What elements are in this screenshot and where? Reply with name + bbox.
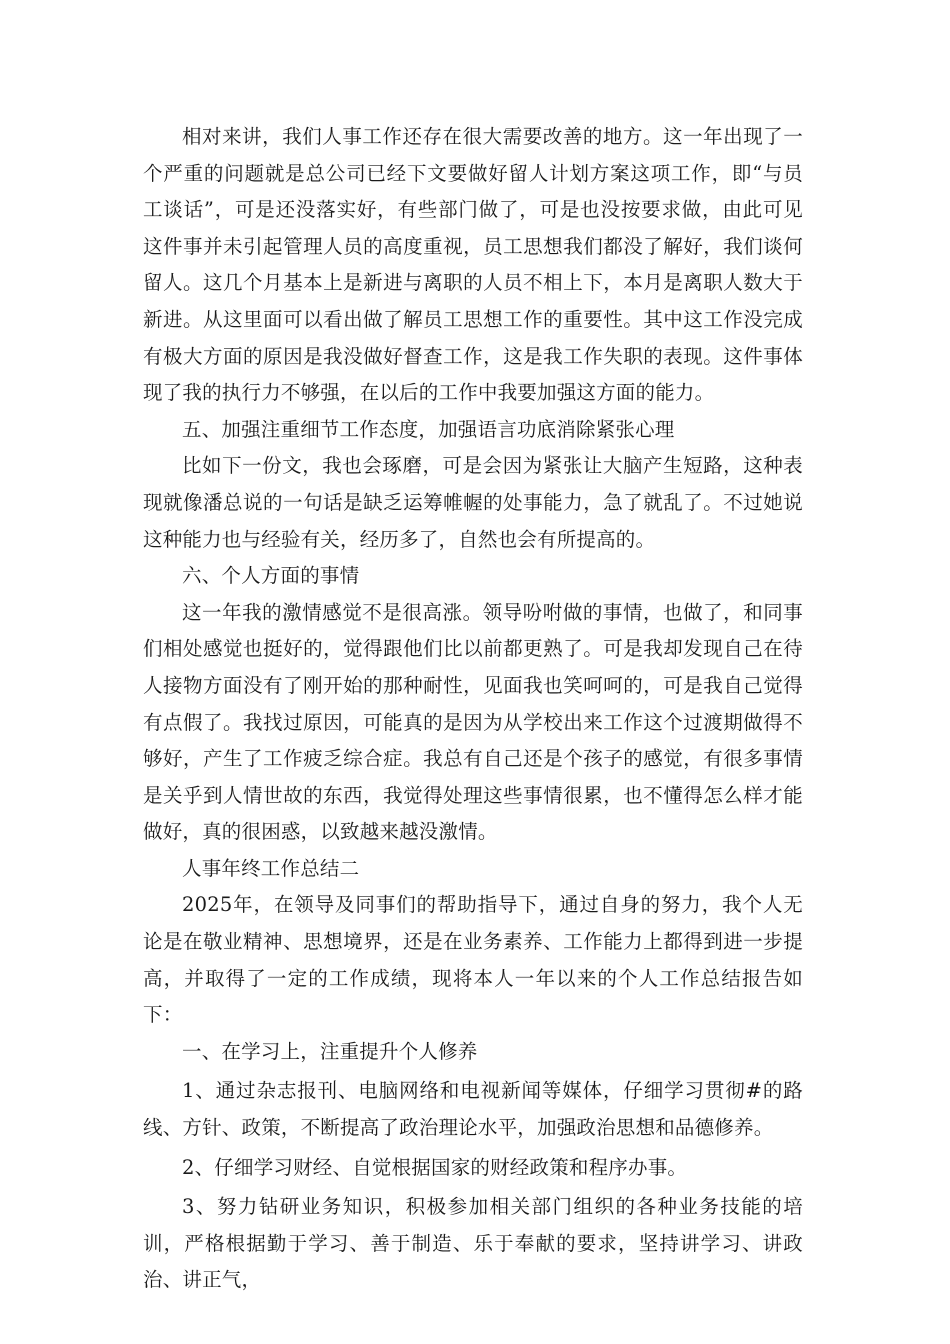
section-heading-six: 六、个人方面的事情: [182, 564, 360, 588]
paragraph-detail-attitude: 比如下一份文，我也会琢磨，可是会因为紧张让大脑产生短路，这种表现就像潘总说的一句话是缺乏运筹帷幄的处事能力，急了就乱了。不过她说这种能力也与经验有关，经历多了，自然也会有所提高的。: [143, 454, 803, 551]
document-body: [143, 119, 803, 1299]
document-subtitle: 人事年终工作总结二: [182, 856, 360, 880]
paragraph-intro-2025: 2025年，在领导及同事们的帮助指导下，通过自身的努力，我个人无论是在敬业精神、思想境界，还是在业务素养、工作能力上都得到进一步提高，并取得了一定的工作成绩，现将本人一年以来的个人工作总结报告如下：: [143, 893, 803, 1027]
section-heading-five: 五、加强注重细节工作态度，加强语言功底消除紧张心理: [182, 417, 675, 441]
list-item-1: 1、通过杂志报刊、电脑网络和电视新闻等媒体，仔细学习贯彻#的路线、方针、政策，不断提高了政治理论水平，加强政治思想和品德修养。: [143, 1079, 803, 1140]
section-heading-study: 一、在学习上，注重提升个人修养: [182, 1039, 478, 1063]
list-item-3: 3、努力钻研业务知识，积极参加相关部门组织的各种业务技能的培训，严格根据勤于学习、善于制造、乐于奉献的要求，坚持讲学习、讲政治、讲正气，: [143, 1195, 803, 1292]
paragraph-hr-improvement: 相对来讲，我们人事工作还存在很大需要改善的地方。这一年出现了一个严重的问题就是总公司已经下文要做好留人计划方案这项工作，即“与员工谈话”，可是还没落实好，有些部门做了，可是也没按要求做，由此可见这件事并未引起管理人员的高度重视，员工思想我们都没了解好，我们谈何留人。这几个月基本上是新进与离职的人员不相上下，本月是离职人数大于新进。从这里面可以看出做了解员工思想工作的重要性。其中这工作没完成有极大方面的原因是我没做好督查工作，这是我工作失职的表现。这件事体现了我的执行力不够强，在以后的工作中我要加强这方面的能力。: [143, 125, 803, 405]
paragraph-personal-matters: 这一年我的激情感觉不是很高涨。领导吩咐做的事情，也做了，和同事们相处感觉也挺好的，觉得跟他们比以前都更熟了。可是我却发现自己在待人接物方面没有了刚开始的那种耐性，见面我也笑呵呵的，可是我自己觉得有点假了。我找过原因，可能真的是因为从学校出来工作这个过渡期做得不够好，产生了工作疲乏综合症。我总有自己还是个孩子的感觉，有很多事情是关乎到人情世故的东西，我觉得处理这些事情很累，也不懂得怎么样才能做好，真的很困惑，以致越来越没激情。: [143, 600, 803, 844]
list-item-2: 2、仔细学习财经、自觉根据国家的财经政策和程序办事。: [182, 1155, 688, 1179]
